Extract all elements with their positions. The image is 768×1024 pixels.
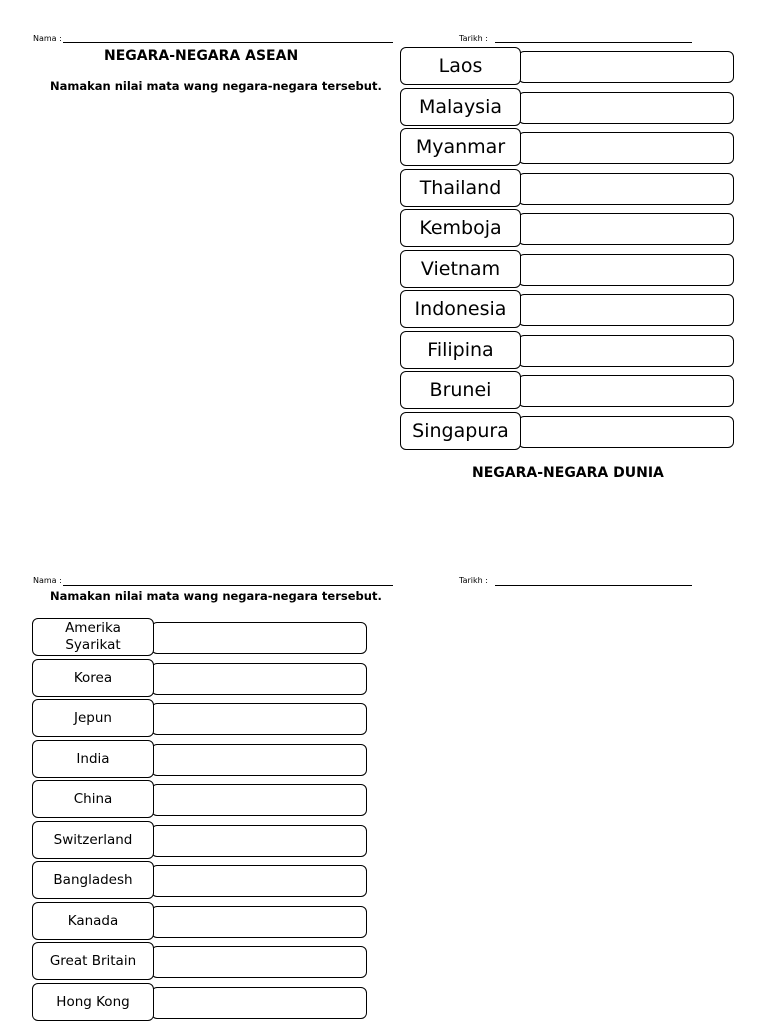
answer-box[interactable] xyxy=(518,51,734,83)
list-item xyxy=(400,250,736,288)
list-item xyxy=(400,371,736,409)
country-label: Great Britain xyxy=(32,942,154,980)
country-label: Korea xyxy=(32,659,154,697)
list-item xyxy=(32,618,368,656)
list-item xyxy=(32,740,368,778)
country-label: Singapura xyxy=(400,412,521,450)
country-label: Kemboja xyxy=(400,209,521,247)
country-label: Bangladesh xyxy=(32,861,154,899)
date-label: Tarikh : xyxy=(459,34,488,43)
answer-box[interactable] xyxy=(151,703,367,735)
answer-box[interactable] xyxy=(151,825,367,857)
country-label: Thailand xyxy=(400,169,521,207)
answer-box[interactable] xyxy=(518,254,734,286)
list-item xyxy=(32,659,368,697)
country-label: Indonesia xyxy=(400,290,521,328)
asean-title: NEGARA-NEGARA ASEAN xyxy=(104,48,299,64)
answer-box[interactable] xyxy=(518,375,734,407)
answer-box[interactable] xyxy=(151,744,367,776)
list-item xyxy=(32,902,368,940)
answer-box[interactable] xyxy=(151,946,367,978)
country-label: China xyxy=(32,780,154,818)
asean-instruction: Namakan nilai mata wang negara-negara tersebut. xyxy=(50,79,382,93)
list-item xyxy=(32,861,368,899)
country-label: Kanada xyxy=(32,902,154,940)
list-item xyxy=(32,699,368,737)
answer-box[interactable] xyxy=(518,132,734,164)
answer-box[interactable] xyxy=(518,213,734,245)
name-label: Nama : xyxy=(33,34,62,43)
list-item xyxy=(32,780,368,818)
list-item xyxy=(400,331,736,369)
country-label: India xyxy=(32,740,154,778)
answer-box[interactable] xyxy=(518,335,734,367)
list-item xyxy=(400,412,736,450)
list-item xyxy=(400,169,736,207)
list-item xyxy=(32,983,368,1021)
answer-box[interactable] xyxy=(151,784,367,816)
list-item xyxy=(32,942,368,980)
list-item xyxy=(400,128,736,166)
answer-box[interactable] xyxy=(518,416,734,448)
answer-box[interactable] xyxy=(151,622,367,654)
list-item xyxy=(32,821,368,859)
answer-box[interactable] xyxy=(151,663,367,695)
dunia-instruction: Namakan nilai mata wang negara-negara tersebut. xyxy=(50,589,382,603)
country-label: Jepun xyxy=(32,699,154,737)
name-line[interactable] xyxy=(63,42,393,43)
date-label: Tarikh : xyxy=(459,576,488,585)
date-line[interactable] xyxy=(495,42,692,43)
name-label: Nama : xyxy=(33,576,62,585)
country-label: Amerika Syarikat xyxy=(32,618,154,656)
list-item xyxy=(400,290,736,328)
answer-box[interactable] xyxy=(151,865,367,897)
country-label: Hong Kong xyxy=(32,983,154,1021)
country-label: Myanmar xyxy=(400,128,521,166)
answer-box[interactable] xyxy=(518,92,734,124)
name-line[interactable] xyxy=(63,585,393,586)
country-label: Malaysia xyxy=(400,88,521,126)
country-label: Laos xyxy=(400,47,521,85)
list-item xyxy=(400,47,736,85)
date-line[interactable] xyxy=(495,585,692,586)
country-label: Switzerland xyxy=(32,821,154,859)
answer-box[interactable] xyxy=(518,173,734,205)
country-label: Brunei xyxy=(400,371,521,409)
answer-box[interactable] xyxy=(151,987,367,1019)
answer-box[interactable] xyxy=(518,294,734,326)
answer-box[interactable] xyxy=(151,906,367,938)
country-label: Vietnam xyxy=(400,250,521,288)
list-item xyxy=(400,88,736,126)
list-item xyxy=(400,209,736,247)
dunia-title: NEGARA-NEGARA DUNIA xyxy=(472,465,664,481)
country-label: Filipina xyxy=(400,331,521,369)
